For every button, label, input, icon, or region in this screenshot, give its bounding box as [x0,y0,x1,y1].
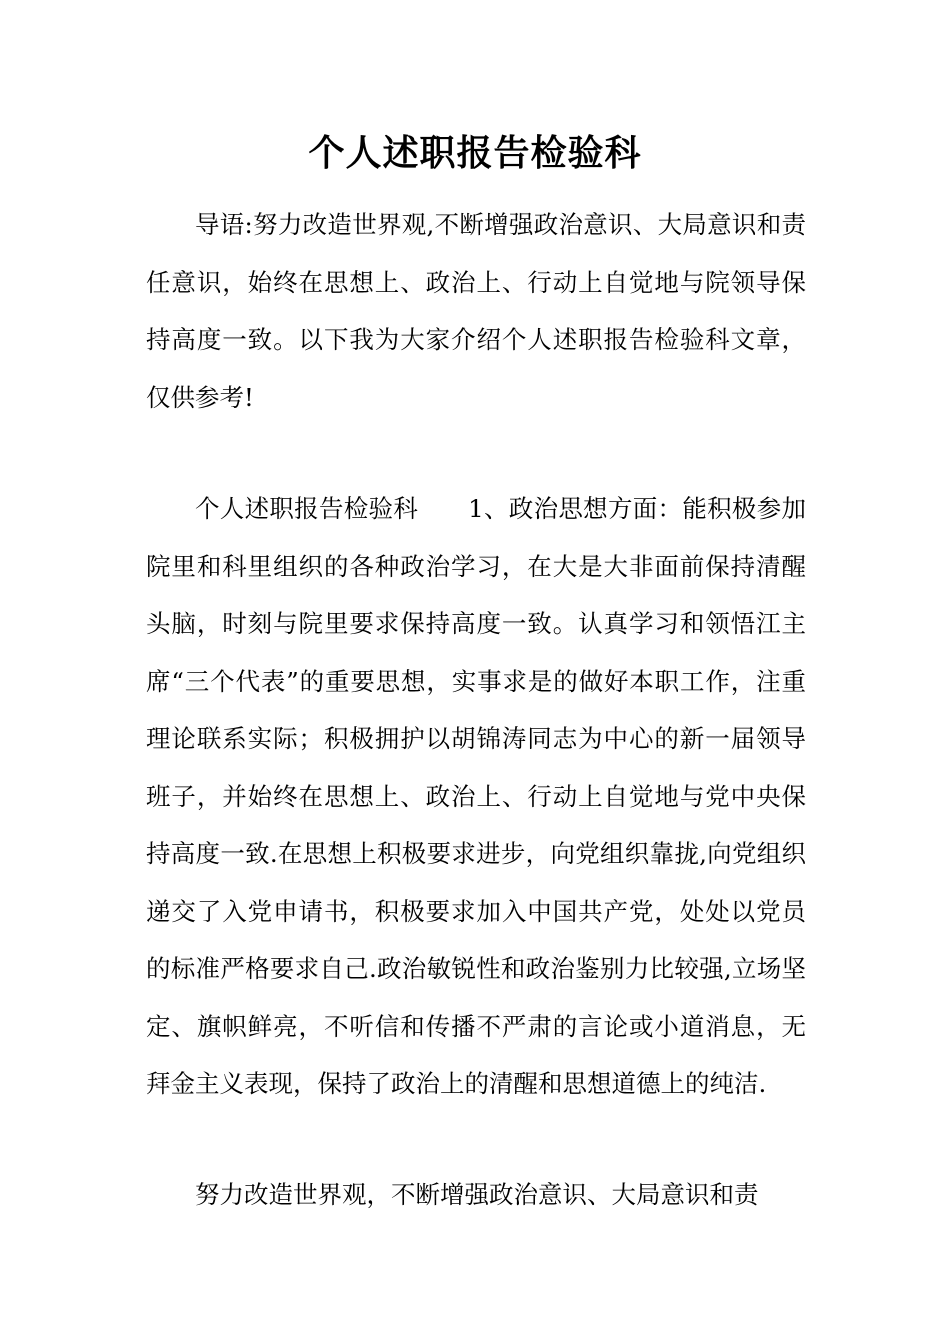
intro-paragraph: 导语:努力改造世界观,不断增强政治意识、大局意识和责任意识，始终在思想上、政治上、行动上自觉地与院领导保持高度一致。以下我为大家介绍个人述职报告检验科文章，仅供参考! [146,210,806,412]
section-body: 1、政治思想方面：能积极参加院里和科里组织的各种政治学习，在大是大非面前保持清醒头脑，时刻与院里要求保持高度一致。认真学习和领悟江主席“三个代表”的重要思想，实事求是的做好本职工作，注重理论联系实际；积极拥护以胡锦涛同志为中心的新一届领导班子，并始终在思想上、政治上、行动上自觉地与党中央保持高度一致.在思想上积极要求进步，向党组织靠拢,向党组织递交了入党申请书，积极要求加入中国共产党，处处以党员的标准严格要求自己.政治敏锐性和政治鉴别力比较强,立场坚定、旗帜鲜亮，不听信和传播不严肃的言论或小道消息，无拜金主义表现，保持了政治上的清醒和思想道德上的纯洁. [146,494,806,1098]
section-paragraph [146,480,806,1113]
section-heading: 个人述职报告检验科 [195,494,419,523]
continuation-paragraph: 努力改造世界观，不断增强政治意识、大局意识和责 [195,1180,759,1209]
document-title: 个人述职报告检验科 [308,132,642,174]
